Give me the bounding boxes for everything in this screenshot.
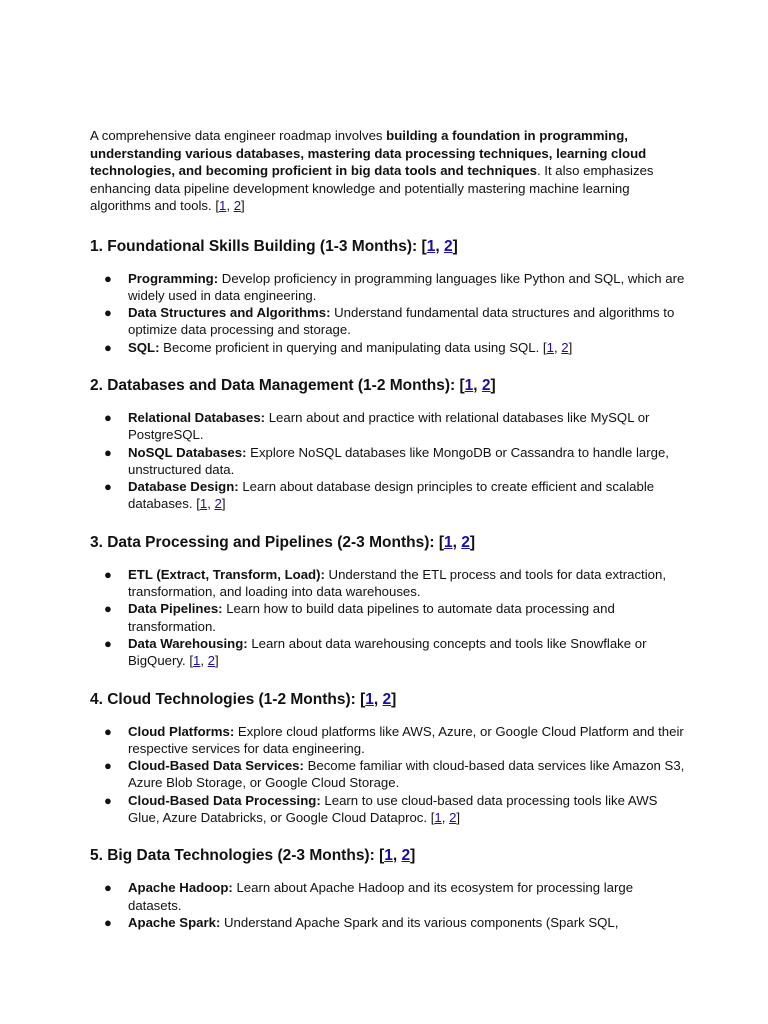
section-1-ref-1[interactable]: 1: [426, 237, 436, 255]
section-4-title: 4. Cloud Technologies (1-2 Months):: [90, 690, 356, 708]
bullet-icon: ●: [104, 479, 112, 495]
section-4: [90, 690, 688, 827]
item-text: Learn how to build data pipelines to automate data processing and transformation.: [128, 601, 615, 634]
intro-paragraph: A comprehensive data engineer roadmap involves building a foundation in programming, understanding various databases, mastering data processing techniques, learning cloud technologies, and becoming proficient in big data tools and techniques. It also emphasizes enhancing data pipeline development knowledge and potentially mastering machine learning algorithms and tools. [1, 2]: [90, 128, 654, 213]
bullet-icon: ●: [104, 305, 112, 321]
section-5-ref-2[interactable]: 2: [401, 847, 411, 865]
item-text: Become familiar with cloud-based data services like Amazon S3, Azure Blob Storage, or Google Cloud Storage.: [128, 758, 685, 791]
item-term: Data Warehousing:: [128, 635, 248, 651]
bullet-icon: ●: [104, 758, 112, 774]
item-ref-1[interactable]: 1: [199, 496, 208, 512]
section-3: [90, 533, 688, 670]
section-4-heading: 4. Cloud Technologies (1-2 Months): [1, 2]: [90, 690, 397, 708]
section-5: [90, 846, 688, 931]
section-4-ref-2[interactable]: 2: [382, 690, 392, 708]
item-term: ETL (Extract, Transform, Load):: [128, 566, 325, 582]
intro-ref-1[interactable]: 1: [219, 198, 227, 213]
section-3-ref-1[interactable]: 1: [444, 533, 453, 551]
bullet-icon: ●: [104, 339, 112, 355]
item-ref-1[interactable]: 1: [546, 339, 554, 355]
item-term: Data Pipelines:: [128, 601, 223, 617]
item-term: SQL:: [128, 339, 160, 355]
section-3-ref-2[interactable]: 2: [461, 533, 470, 551]
item-text: Learn about Apache Hadoop and its ecosystem for processing large datasets.: [128, 880, 634, 913]
bullet-icon: ●: [104, 566, 112, 582]
item-text: Understand fundamental data structures and algorithms to optimize data processing and storage.: [128, 305, 675, 338]
list-item: ● Data Warehousing: Learn about data warehousing concepts and tools like Snowflake or BigQuery. [1, 2]: [104, 635, 647, 669]
section-4-list: [90, 723, 688, 827]
list-item: [90, 304, 688, 339]
intro-lead: A comprehensive data engineer roadmap involves: [90, 128, 387, 143]
section-2-title: 2. Databases and Data Management (1-2 Months):: [90, 376, 456, 394]
item-text: Explore cloud platforms like AWS, Azure, or Google Cloud Platform and their respective services for data engineering.: [128, 723, 684, 756]
list-item: [90, 444, 688, 479]
item-text: Learn about database design principles to create efficient and scalable databases.: [128, 479, 655, 512]
item-ref-2[interactable]: 2: [449, 810, 457, 826]
item-text: Understand Apache Spark and its various components (Spark SQL,: [220, 914, 619, 930]
item-text: Explore NoSQL databases like MongoDB or Cassandra to handle large, unstructured data.: [128, 444, 669, 477]
item-text: Become proficient in querying and manipulating data using SQL.: [159, 339, 543, 355]
intro-tail: . It also emphasizes enhancing data pipeline development knowledge and potentially mastering machine learning algorithms and tools.: [90, 163, 654, 213]
section-4-ref-1[interactable]: 1: [365, 690, 374, 708]
item-term: Apache Spark:: [128, 914, 221, 930]
item-ref-2[interactable]: 2: [561, 339, 569, 355]
list-item: ● Cloud-Based Data Processing: Learn to use cloud-based data processing tools like AWS Glue, Azure Databricks, or Google Cloud Dataproc. [1, 2]: [104, 792, 658, 826]
item-ref-1[interactable]: 1: [193, 653, 201, 669]
item-text: Learn about data warehousing concepts and tools like Snowflake or BigQuery.: [128, 635, 647, 669]
section-2: [90, 376, 688, 513]
bullet-icon: ●: [104, 270, 112, 286]
list-item: [90, 879, 688, 914]
section-3-heading: 3. Data Processing and Pipelines (2-3 Months): [1, 2]: [90, 533, 476, 551]
section-5-title: 5. Big Data Technologies (2-3 Months):: [90, 847, 375, 865]
list-item: [90, 723, 688, 758]
item-term: Cloud-Based Data Services:: [128, 758, 304, 774]
section-2-heading: 2. Databases and Data Management (1-2 Months): [1, 2]: [90, 376, 496, 394]
item-term: Apache Hadoop:: [128, 880, 233, 896]
item-ref-1[interactable]: 1: [434, 810, 442, 826]
section-3-list: [90, 566, 688, 670]
bullet-icon: ●: [104, 914, 112, 930]
bullet-icon: ●: [104, 880, 112, 896]
item-ref-2[interactable]: 2: [214, 496, 222, 512]
section-1-list: [90, 270, 688, 356]
bullet-icon: ●: [104, 723, 112, 739]
section-1: [90, 237, 688, 356]
list-item: ● SQL: Become proficient in querying and manipulating data using SQL. [1, 2]: [104, 339, 573, 355]
item-term: Programming:: [128, 270, 219, 286]
item-text: Understand the ETL process and tools for data extraction, transformation, and loading into data warehouses.: [128, 566, 666, 600]
section-5-heading: 5. Big Data Technologies (2-3 Months): [1, 2]: [90, 847, 416, 865]
bullet-icon: ●: [104, 409, 112, 425]
list-item: ● Database Design: Learn about database design principles to create efficient and scalable databases. [1, 2]: [104, 479, 655, 512]
bullet-icon: ●: [104, 601, 112, 617]
item-term: Cloud-Based Data Processing:: [128, 792, 321, 808]
item-text: Develop proficiency in programming languages like Python and SQL, which are widely used in data engineering.: [128, 270, 685, 303]
list-item: [90, 757, 688, 792]
list-item: [90, 914, 688, 931]
item-term: Data Structures and Algorithms:: [128, 305, 331, 321]
section-2-ref-1[interactable]: 1: [464, 376, 474, 394]
list-item: [90, 566, 688, 601]
item-text: Learn about and practice with relational databases like MySQL or PostgreSQL.: [128, 409, 650, 443]
section-2-ref-2[interactable]: 2: [481, 376, 491, 394]
item-term: Database Design:: [128, 479, 239, 495]
list-item: [90, 409, 688, 444]
section-5-list: [90, 879, 688, 931]
item-ref-2[interactable]: 2: [207, 653, 216, 669]
bullet-icon: ●: [104, 635, 112, 651]
intro-ref-2[interactable]: 2: [233, 198, 242, 213]
bullet-icon: ●: [104, 792, 112, 808]
bullet-icon: ●: [104, 444, 112, 460]
list-item: [90, 270, 688, 305]
section-5-ref-1[interactable]: 1: [384, 847, 393, 865]
section-2-list: [90, 409, 688, 513]
item-term: NoSQL Databases:: [128, 444, 247, 460]
section-1-ref-2[interactable]: 2: [443, 237, 453, 255]
item-term: Cloud Platforms:: [128, 723, 235, 739]
item-text: Learn to use cloud-based data processing tools like AWS Glue, Azure Databricks, or Google Cloud Dataproc.: [128, 792, 658, 826]
item-term: Relational Databases:: [128, 409, 266, 425]
list-item: [90, 600, 688, 635]
intro-bold: building a foundation in programming, understanding various databases, mastering data processing techniques, learning cloud technologies, and becoming proficient in big data tools and techniques: [90, 128, 647, 178]
section-1-title: 1. Foundational Skills Building (1-3 Months):: [90, 237, 418, 255]
section-1-heading: 1. Foundational Skills Building (1-3 Months): [1, 2]: [90, 237, 458, 255]
section-3-title: 3. Data Processing and Pipelines (2-3 Months):: [90, 533, 435, 551]
